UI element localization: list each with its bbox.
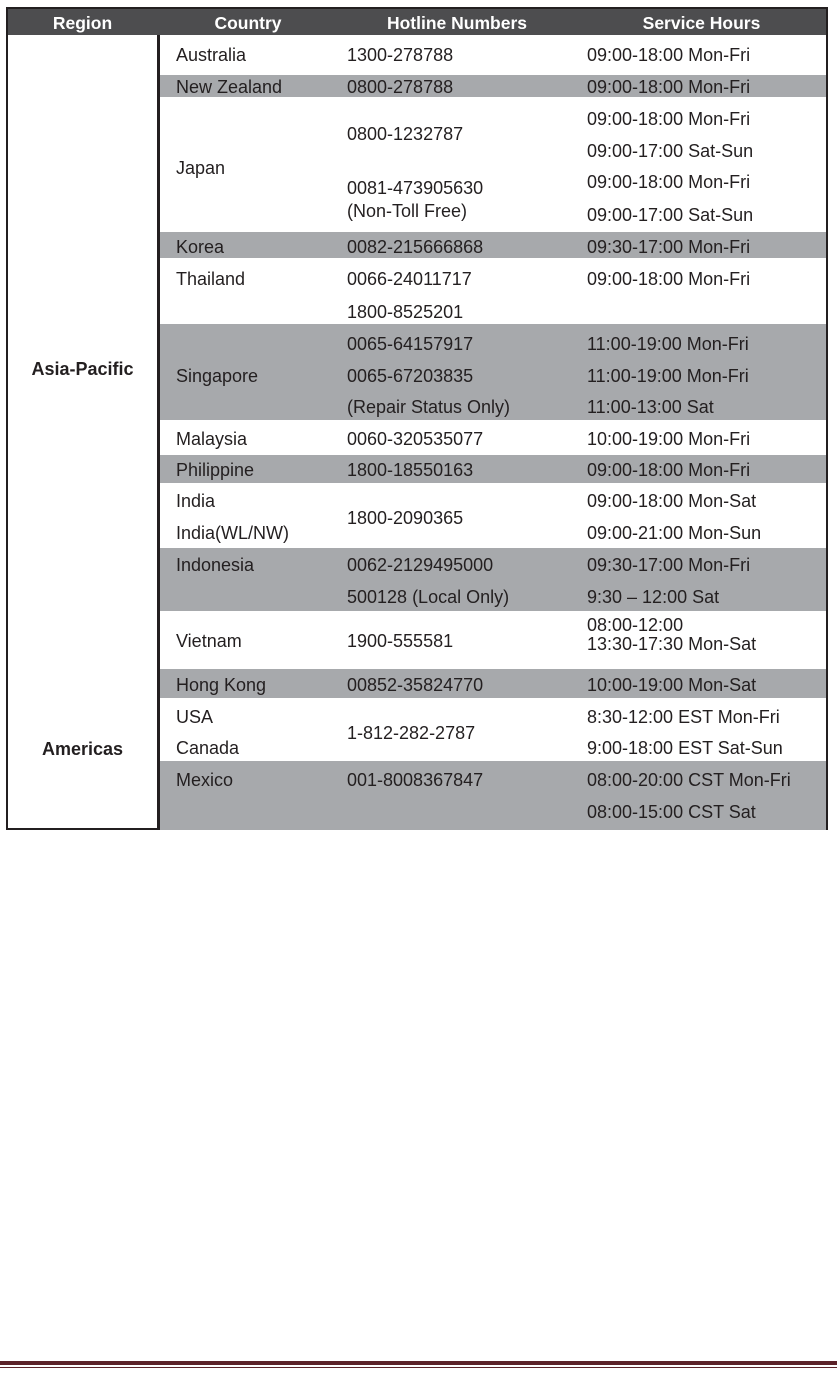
footer-rule	[0, 1361, 837, 1365]
hotline-cell: 0066-24011717	[347, 269, 472, 289]
header-region: Region	[52, 13, 113, 33]
hours-cell: 09:00-17:00 Sat-Sun	[587, 205, 754, 225]
country-cell: USA	[176, 707, 214, 727]
hotline-cell: 500128 (Local Only)	[347, 587, 510, 607]
country-cell: Korea	[176, 237, 225, 257]
country-cell: Malaysia	[176, 429, 248, 449]
country-cell: Mexico	[176, 770, 234, 790]
hotline-cell: 001-8008367847	[347, 770, 484, 790]
hotline-cell: 1-812-282-2787	[347, 723, 476, 743]
hours-cell: 09:00-21:00 Mon-Sun	[587, 523, 762, 543]
region-americas: Americas	[41, 739, 124, 759]
country-cell: Canada	[176, 738, 240, 758]
hotline-cell: 1900-555581	[347, 631, 454, 651]
header-service-hours: Service Hours	[642, 13, 761, 33]
hotline-cell: 1800-18550163	[347, 460, 474, 480]
country-cell: Indonesia	[176, 555, 255, 575]
region-asia-pacific: Asia-Pacific	[31, 359, 134, 379]
hours-cell: 09:00-18:00 Mon-Fri	[587, 460, 751, 480]
header-country: Country	[214, 13, 282, 33]
hotline-cell: 0060-320535077	[347, 429, 484, 449]
hours-cell: 09:30-17:00 Mon-Fri	[587, 237, 751, 257]
country-cell: Singapore	[176, 366, 259, 386]
hotline-cell: 0065-67203835	[347, 366, 474, 386]
country-cell: Philippine	[176, 460, 255, 480]
hours-cell: 08:00-12:00	[587, 615, 684, 635]
hotline-cell: 1800-8525201	[347, 302, 464, 322]
hotline-cell: 0800-278788	[347, 77, 454, 97]
header-hotline: Hotline Numbers	[386, 13, 528, 33]
hours-cell: 10:00-19:00 Mon-Sat	[587, 675, 757, 695]
hours-cell: 11:00-19:00 Mon-Fri	[587, 366, 749, 386]
hotline-cell: 0081-473905630	[347, 178, 484, 198]
country-cell: New Zealand	[176, 77, 283, 97]
hotline-cell: (Non-Toll Free)	[347, 201, 468, 221]
hours-cell: 08:00-20:00 CST Mon-Fri	[587, 770, 791, 790]
hours-cell: 9:00-18:00 EST Sat-Sun	[587, 738, 783, 758]
hotline-cell: 0800-1232787	[347, 124, 464, 144]
country-cell: Japan	[176, 158, 226, 178]
hotline-cell: 00852-35824770	[347, 675, 484, 695]
hotline-cell: 0062-2129495000	[347, 555, 494, 575]
region-divider	[157, 35, 160, 830]
hotline-cell: (Repair Status Only)	[347, 397, 511, 417]
country-cell: Thailand	[176, 269, 246, 289]
table-header-row	[8, 9, 826, 35]
hours-cell: 09:00-18:00 Mon-Fri	[587, 45, 751, 65]
hours-cell: 09:00-18:00 Mon-Fri	[587, 77, 751, 97]
hours-cell: 9:30 – 12:00 Sat	[587, 587, 720, 607]
hotline-cell: 1300-278788	[347, 45, 454, 65]
hours-cell: 11:00-13:00 Sat	[587, 397, 714, 417]
country-cell: Vietnam	[176, 631, 242, 651]
country-cell: Australia	[176, 45, 247, 65]
hotline-cell: 0065-64157917	[347, 334, 474, 354]
country-cell: India	[176, 491, 216, 511]
country-cell: India(WL/NW)	[176, 523, 290, 543]
hours-cell: 10:00-19:00 Mon-Fri	[587, 429, 751, 449]
hours-cell: 09:30-17:00 Mon-Fri	[587, 555, 751, 575]
footer-rule-thin	[0, 1367, 837, 1368]
hotline-cell: 1800-2090365	[347, 508, 464, 528]
hours-cell: 09:00-18:00 Mon-Fri	[587, 109, 751, 129]
hours-cell: 09:00-18:00 Mon-Sat	[587, 491, 757, 511]
hours-cell: 8:30-12:00 EST Mon-Fri	[587, 707, 780, 727]
hours-cell: 09:00-18:00 Mon-Fri	[587, 269, 751, 289]
hours-cell: 09:00-18:00 Mon-Fri	[587, 172, 751, 192]
hours-cell: 09:00-17:00 Sat-Sun	[587, 141, 754, 161]
hours-cell: 08:00-15:00 CST Sat	[587, 802, 756, 822]
support-hotline-table	[6, 7, 828, 830]
country-cell: Hong Kong	[176, 675, 267, 695]
hours-cell: 11:00-19:00 Mon-Fri	[587, 334, 749, 354]
hotline-cell: 0082-215666868	[347, 237, 484, 257]
hours-cell: 13:30-17:30 Mon-Sat	[587, 634, 757, 654]
